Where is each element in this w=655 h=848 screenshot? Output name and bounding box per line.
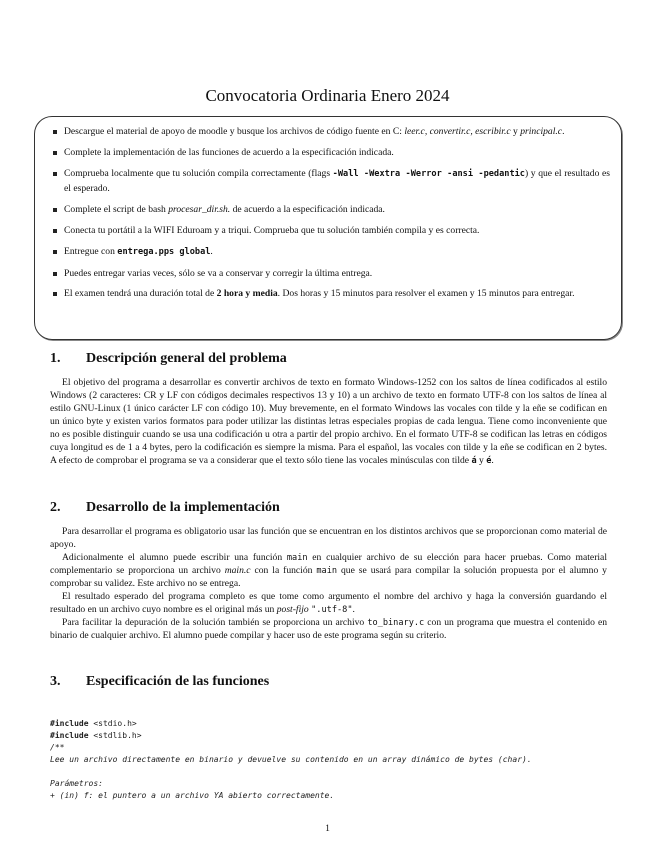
code-keyword: #include bbox=[50, 719, 89, 728]
italic-text: main.c bbox=[224, 564, 251, 576]
italic-text: principal.c bbox=[520, 126, 563, 137]
section-heading-2 bbox=[50, 500, 280, 516]
text: ) y que el resultado es el esperado. bbox=[64, 167, 610, 194]
instruction-item bbox=[64, 267, 610, 281]
code-text: to_binary.c bbox=[367, 617, 425, 628]
code-comment: Lee un archivo directamente en binario y devuelve su contenido en un array dinámico de bytes (char). bbox=[50, 755, 532, 764]
instruction-item bbox=[64, 203, 610, 217]
text: El objetivo del programa a desarrollar es convertir archivos de texto en formato Windows-1252 con los saltos de línea codificados al estilo Windows (2 caracteres: CR y LF con códigos decimales respectivos 13 y 10) a un archivo de texto en formato UTF-8 con los saltos de línea al estilo GNU-Linux (1 único carácter LF con código 10). Muy brevemente, en el formato Windows las vocales con tilde y la eñe se codifican en un único byte y existen varios formatos para poder utilizar las distintas letras especiales propias de cada lengua. Tiene como inconveniente que no es posible distinguir cuando se usa una codificación u otra a partir del propio archivo. En el formato UTF-8 se codifican las letras en códigos cuya longitud es de 1 a 4 bytes, pero la codificación es siempre la misma. Para el español, las vocales con tilde y la eñe se codifican en 2 bytes. A efecto de comprobar el programa se va a considerar que el texto sólo tiene las vocales minúsculas con tilde bbox=[50, 377, 607, 466]
code-keyword: #include bbox=[50, 731, 89, 740]
italic-text: post-fijo bbox=[276, 603, 309, 615]
code-line bbox=[50, 730, 532, 742]
text: Entregue con bbox=[64, 245, 118, 257]
text: Puedes entregar varias veces, sólo se va a conservar y corregir la última entrega. bbox=[64, 267, 373, 279]
text: en cualquier archivo de su elección para hacer pruebas. Como material complementario se proporciona un archivo bbox=[50, 551, 607, 576]
text: Adicionalmente el alumno puede escribir una función bbox=[62, 551, 287, 563]
instruction-item bbox=[64, 167, 610, 195]
text: Complete la implementación de las funciones de acuerdo a la especificación indicada. bbox=[64, 146, 394, 158]
page-number: 1 bbox=[325, 823, 330, 834]
code-listing bbox=[50, 718, 532, 802]
section-2-body bbox=[50, 526, 607, 643]
italic-text: procesar_dir.sh. bbox=[168, 203, 231, 215]
section-number: 2. bbox=[50, 500, 61, 515]
code-text: <stdlib.h> bbox=[88, 731, 142, 740]
bold-code-text: é bbox=[486, 455, 492, 466]
text: . bbox=[491, 454, 494, 466]
text: Conecta tu portátil a la WIFI Eduroam y a triqui. Comprueba que tu solución también compila y es correcta. bbox=[64, 224, 480, 236]
text: El resultado esperado del programa completo es que tome como argumento el nombre del archivo y haga la conversión guardando el resultado en un archivo cuyo nombre es el original más un bbox=[50, 590, 607, 615]
text: El examen tendrá una duración total de bbox=[64, 288, 217, 300]
bold-text: 2 hora y media bbox=[216, 288, 278, 300]
instructions-list bbox=[64, 125, 610, 308]
code-text: <stdio.h> bbox=[88, 719, 137, 728]
text: Descargue el material de apoyo de moodle y busque los archivos de código fuente en C: bbox=[64, 126, 405, 137]
paragraph bbox=[50, 591, 607, 617]
code-text: ".utf-8" bbox=[311, 604, 353, 615]
section-1-body bbox=[50, 377, 607, 468]
paragraph bbox=[50, 526, 607, 552]
section-number: 3. bbox=[50, 674, 61, 689]
bold-code-text: á bbox=[471, 455, 477, 466]
paragraph bbox=[50, 377, 607, 468]
paragraph bbox=[50, 552, 607, 591]
code-comment: + (in) f: el puntero a un archivo YA abierto correctamente. bbox=[50, 791, 335, 800]
section-heading-1 bbox=[50, 351, 287, 367]
text: Comprueba localmente que tu solución compila correctamente (flags bbox=[64, 167, 333, 179]
text: con un programa que muestra el contenido en binario de cualquier archivo. El alumno puede compilar y hacer uso de este programa según su criterio. bbox=[50, 616, 607, 641]
text: que se usará para compilar la solución propuesta por el alumno y comprobar su validez. Este archivo no se entrega. bbox=[50, 564, 607, 589]
code-comment: /** bbox=[50, 743, 65, 752]
instruction-item bbox=[64, 287, 610, 301]
section-title: Desarrollo de la implementación bbox=[86, 500, 280, 515]
text: . bbox=[562, 126, 565, 137]
code-comment: Parámetros: bbox=[50, 779, 103, 788]
text: Complete el script de bash bbox=[64, 203, 169, 215]
bold-code-text: entrega.pps global bbox=[117, 246, 211, 257]
section-title: Descripción general del problema bbox=[86, 351, 287, 366]
text: Para facilitar la depuración de la solución también se proporciona un archivo bbox=[62, 616, 368, 628]
paragraph bbox=[50, 617, 607, 643]
instruction-item bbox=[64, 125, 610, 139]
code-line bbox=[50, 718, 532, 730]
italic-text: leer.c, convertir.c, escribir.c bbox=[404, 126, 511, 137]
section-title: Especificación de las funciones bbox=[86, 674, 270, 689]
text: de acuerdo a la especificación indicada. bbox=[230, 203, 385, 215]
instruction-item bbox=[64, 224, 610, 238]
code-text: main bbox=[286, 552, 308, 563]
instruction-item bbox=[64, 146, 610, 160]
text: y bbox=[476, 454, 487, 466]
bold-code-text: -Wall -Wextra -Werror -ansi -pedantic bbox=[332, 168, 525, 179]
instruction-item bbox=[64, 245, 610, 260]
section-heading-3 bbox=[50, 674, 269, 690]
section-number: 1. bbox=[50, 351, 61, 366]
text: . bbox=[210, 245, 213, 257]
text: y bbox=[510, 126, 521, 137]
text: Para desarrollar el programa es obligatorio usar las función que se encuentran en los distintos archivos que se proporcionan como material de apoyo. bbox=[50, 526, 607, 550]
code-text: main bbox=[316, 565, 338, 576]
text: . Dos horas y 15 minutos para resolver el examen y 15 minutos para entregar. bbox=[277, 288, 575, 300]
code-comment bbox=[50, 766, 532, 778]
text: con la función bbox=[250, 564, 317, 576]
document-title: Convocatoria Ordinaria Enero 2024 bbox=[205, 86, 450, 105]
text: . bbox=[352, 603, 355, 615]
